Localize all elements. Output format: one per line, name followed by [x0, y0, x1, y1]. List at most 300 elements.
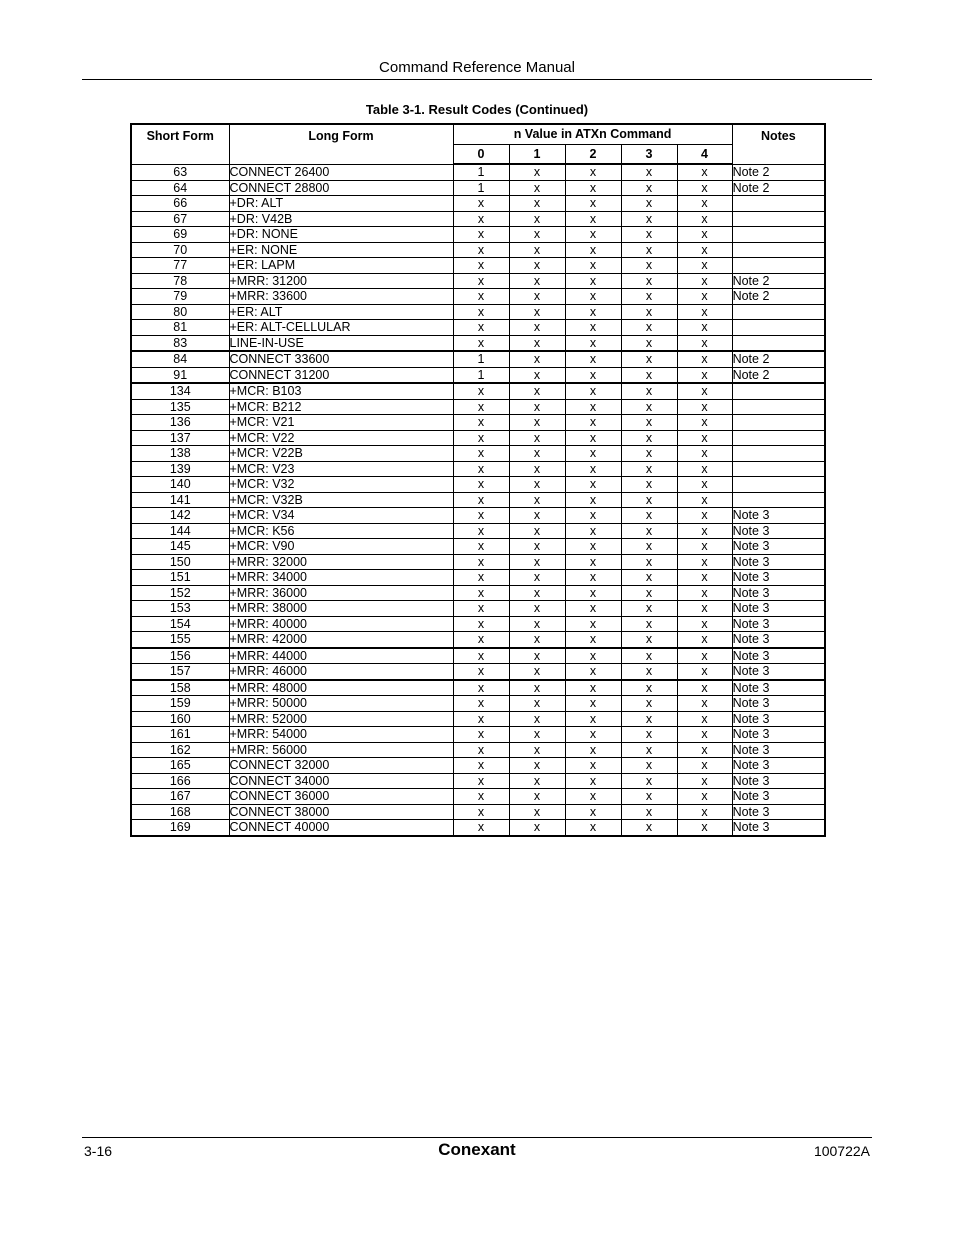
cell-n4: x — [677, 258, 732, 274]
cell-notes: Note 2 — [732, 164, 825, 180]
cell-n1: x — [509, 742, 565, 758]
cell-n1: x — [509, 680, 565, 696]
cell-n2: x — [565, 227, 621, 243]
cell-n0: x — [453, 554, 509, 570]
cell-short-form: 64 — [131, 180, 229, 196]
cell-n1: x — [509, 304, 565, 320]
table-row — [131, 415, 825, 431]
cell-n0: x — [453, 461, 509, 477]
cell-n3: x — [621, 585, 677, 601]
cell-n2: x — [565, 164, 621, 180]
cell-n3: x — [621, 320, 677, 336]
cell-n4: x — [677, 696, 732, 712]
cell-short-form: 169 — [131, 820, 229, 836]
cell-n4: x — [677, 727, 732, 743]
cell-n0: x — [453, 508, 509, 524]
cell-notes: Note 3 — [732, 664, 825, 680]
cell-short-form: 152 — [131, 585, 229, 601]
cell-n0: x — [453, 273, 509, 289]
cell-short-form: 154 — [131, 616, 229, 632]
cell-notes: Note 3 — [732, 554, 825, 570]
cell-n3: x — [621, 430, 677, 446]
cell-n2: x — [565, 258, 621, 274]
cell-n4: x — [677, 415, 732, 431]
cell-n0: x — [453, 242, 509, 258]
cell-short-form: 137 — [131, 430, 229, 446]
cell-n4: x — [677, 180, 732, 196]
table-row — [131, 399, 825, 415]
cell-short-form: 134 — [131, 383, 229, 399]
table-row — [131, 242, 825, 258]
cell-n0: x — [453, 304, 509, 320]
cell-notes: Note 3 — [732, 508, 825, 524]
cell-long-form: +ER: ALT — [229, 304, 453, 320]
cell-n0: x — [453, 601, 509, 617]
cell-n4: x — [677, 554, 732, 570]
cell-n4: x — [677, 273, 732, 289]
cell-n2: x — [565, 320, 621, 336]
cell-notes: Note 2 — [732, 367, 825, 383]
cell-long-form: +MCR: V32 — [229, 477, 453, 493]
cell-n2: x — [565, 399, 621, 415]
cell-n0: 1 — [453, 180, 509, 196]
cell-n2: x — [565, 351, 621, 367]
cell-n4: x — [677, 399, 732, 415]
table-row — [131, 554, 825, 570]
cell-n2: x — [565, 727, 621, 743]
cell-n4: x — [677, 804, 732, 820]
cell-long-form: +MCR: V22 — [229, 430, 453, 446]
cell-notes: Note 3 — [732, 696, 825, 712]
cell-n4: x — [677, 477, 732, 493]
table-row — [131, 196, 825, 212]
cell-n4: x — [677, 304, 732, 320]
cell-notes — [732, 492, 825, 508]
cell-n2: x — [565, 477, 621, 493]
cell-n3: x — [621, 304, 677, 320]
cell-n4: x — [677, 289, 732, 305]
cell-n3: x — [621, 273, 677, 289]
cell-n1: x — [509, 820, 565, 836]
cell-n2: x — [565, 632, 621, 648]
cell-long-form: +MRR: 33600 — [229, 289, 453, 305]
cell-n3: x — [621, 399, 677, 415]
cell-long-form: CONNECT 28800 — [229, 180, 453, 196]
cell-n1: x — [509, 554, 565, 570]
cell-short-form: 158 — [131, 680, 229, 696]
cell-n0: x — [453, 289, 509, 305]
table-row — [131, 180, 825, 196]
cell-notes — [732, 335, 825, 351]
cell-short-form: 138 — [131, 446, 229, 462]
cell-n4: x — [677, 585, 732, 601]
cell-n0: x — [453, 446, 509, 462]
cell-n4: x — [677, 320, 732, 336]
cell-notes: Note 3 — [732, 773, 825, 789]
cell-long-form: +MCR: K56 — [229, 523, 453, 539]
cell-n2: x — [565, 554, 621, 570]
table-row — [131, 680, 825, 696]
cell-n3: x — [621, 211, 677, 227]
cell-long-form: +MRR: 40000 — [229, 616, 453, 632]
cell-short-form: 84 — [131, 351, 229, 367]
cell-n4: x — [677, 430, 732, 446]
cell-n1: x — [509, 164, 565, 180]
cell-n3: x — [621, 539, 677, 555]
cell-notes: Note 3 — [732, 585, 825, 601]
cell-short-form: 66 — [131, 196, 229, 212]
cell-short-form: 159 — [131, 696, 229, 712]
cell-n4: x — [677, 789, 732, 805]
table-row — [131, 758, 825, 774]
table-row — [131, 304, 825, 320]
cell-n0: x — [453, 648, 509, 664]
table-row — [131, 820, 825, 836]
table-row — [131, 523, 825, 539]
cell-n3: x — [621, 804, 677, 820]
cell-short-form: 165 — [131, 758, 229, 774]
cell-n1: x — [509, 492, 565, 508]
cell-notes — [732, 415, 825, 431]
cell-short-form: 155 — [131, 632, 229, 648]
cell-notes — [732, 304, 825, 320]
cell-notes — [732, 446, 825, 462]
cell-short-form: 135 — [131, 399, 229, 415]
cell-n2: x — [565, 742, 621, 758]
table-row — [131, 585, 825, 601]
cell-n3: x — [621, 227, 677, 243]
cell-n0: x — [453, 742, 509, 758]
table-row — [131, 742, 825, 758]
cell-n0: x — [453, 258, 509, 274]
cell-short-form: 79 — [131, 289, 229, 305]
cell-notes — [732, 211, 825, 227]
cell-notes: Note 3 — [732, 742, 825, 758]
cell-short-form: 77 — [131, 258, 229, 274]
cell-notes: Note 2 — [732, 289, 825, 305]
cell-n4: x — [677, 680, 732, 696]
cell-n4: x — [677, 616, 732, 632]
cell-notes: Note 3 — [732, 789, 825, 805]
cell-notes: Note 2 — [732, 351, 825, 367]
table-row — [131, 320, 825, 336]
cell-n1: x — [509, 570, 565, 586]
cell-n4: x — [677, 383, 732, 399]
cell-long-form: +MCR: B212 — [229, 399, 453, 415]
table-row — [131, 335, 825, 351]
cell-n2: x — [565, 461, 621, 477]
cell-n1: x — [509, 383, 565, 399]
cell-notes: Note 3 — [732, 616, 825, 632]
cell-long-form: +MRR: 32000 — [229, 554, 453, 570]
cell-long-form: +MRR: 52000 — [229, 711, 453, 727]
cell-n2: x — [565, 773, 621, 789]
cell-long-form: +MCR: B103 — [229, 383, 453, 399]
cell-n0: x — [453, 227, 509, 243]
col-header-n-value: n Value in ATXn Command — [453, 124, 732, 145]
cell-short-form: 167 — [131, 789, 229, 805]
cell-n1: x — [509, 727, 565, 743]
cell-n1: x — [509, 415, 565, 431]
table-row — [131, 430, 825, 446]
table-row — [131, 648, 825, 664]
cell-notes: Note 2 — [732, 180, 825, 196]
cell-n4: x — [677, 492, 732, 508]
cell-n1: x — [509, 351, 565, 367]
cell-short-form: 153 — [131, 601, 229, 617]
cell-n4: x — [677, 570, 732, 586]
cell-n2: x — [565, 680, 621, 696]
cell-n0: x — [453, 616, 509, 632]
cell-n2: x — [565, 648, 621, 664]
cell-long-form: +MRR: 46000 — [229, 664, 453, 680]
cell-short-form: 70 — [131, 242, 229, 258]
cell-n0: x — [453, 758, 509, 774]
cell-n3: x — [621, 196, 677, 212]
col-header-n2: 2 — [565, 145, 621, 165]
cell-n4: x — [677, 523, 732, 539]
cell-short-form: 157 — [131, 664, 229, 680]
cell-long-form: +DR: V42B — [229, 211, 453, 227]
cell-short-form: 156 — [131, 648, 229, 664]
cell-long-form: +MCR: V21 — [229, 415, 453, 431]
cell-n1: x — [509, 335, 565, 351]
table-row — [131, 164, 825, 180]
cell-n4: x — [677, 758, 732, 774]
cell-n3: x — [621, 632, 677, 648]
cell-n1: x — [509, 399, 565, 415]
cell-long-form: +MRR: 48000 — [229, 680, 453, 696]
cell-long-form: CONNECT 36000 — [229, 789, 453, 805]
table-row — [131, 696, 825, 712]
table-row — [131, 616, 825, 632]
table-row — [131, 258, 825, 274]
cell-n0: x — [453, 711, 509, 727]
cell-n0: 1 — [453, 164, 509, 180]
table-row — [131, 570, 825, 586]
cell-short-form: 150 — [131, 554, 229, 570]
cell-long-form: +MCR: V32B — [229, 492, 453, 508]
cell-n4: x — [677, 632, 732, 648]
cell-n0: x — [453, 773, 509, 789]
cell-n1: x — [509, 242, 565, 258]
table-body — [131, 164, 825, 836]
cell-short-form: 69 — [131, 227, 229, 243]
cell-n3: x — [621, 680, 677, 696]
cell-n1: x — [509, 320, 565, 336]
cell-short-form: 160 — [131, 711, 229, 727]
cell-n4: x — [677, 773, 732, 789]
table-row — [131, 773, 825, 789]
cell-n3: x — [621, 742, 677, 758]
table-row — [131, 446, 825, 462]
cell-n3: x — [621, 164, 677, 180]
cell-n0: x — [453, 415, 509, 431]
table-row — [131, 351, 825, 367]
cell-n3: x — [621, 601, 677, 617]
cell-notes: Note 3 — [732, 601, 825, 617]
cell-n2: x — [565, 492, 621, 508]
cell-notes: Note 3 — [732, 758, 825, 774]
cell-n2: x — [565, 242, 621, 258]
cell-n0: 1 — [453, 351, 509, 367]
cell-notes — [732, 258, 825, 274]
cell-n4: x — [677, 227, 732, 243]
cell-n4: x — [677, 461, 732, 477]
cell-n2: x — [565, 383, 621, 399]
cell-n2: x — [565, 758, 621, 774]
cell-n0: x — [453, 632, 509, 648]
cell-n1: x — [509, 180, 565, 196]
cell-short-form: 67 — [131, 211, 229, 227]
cell-notes — [732, 430, 825, 446]
cell-n4: x — [677, 664, 732, 680]
cell-n4: x — [677, 539, 732, 555]
cell-long-form: +MCR: V22B — [229, 446, 453, 462]
cell-n4: x — [677, 211, 732, 227]
cell-n3: x — [621, 711, 677, 727]
cell-notes: Note 3 — [732, 570, 825, 586]
cell-long-form: CONNECT 26400 — [229, 164, 453, 180]
cell-n1: x — [509, 696, 565, 712]
table-row — [131, 273, 825, 289]
cell-n0: 1 — [453, 367, 509, 383]
cell-n4: x — [677, 164, 732, 180]
cell-notes — [732, 399, 825, 415]
cell-n0: x — [453, 696, 509, 712]
table-row — [131, 227, 825, 243]
cell-n4: x — [677, 351, 732, 367]
cell-n1: x — [509, 616, 565, 632]
table-row — [131, 711, 825, 727]
cell-n3: x — [621, 570, 677, 586]
footer-rule — [82, 1137, 872, 1138]
cell-n0: x — [453, 539, 509, 555]
cell-n0: x — [453, 570, 509, 586]
table-caption: Table 3-1. Result Codes (Continued) — [365, 102, 589, 117]
cell-n2: x — [565, 273, 621, 289]
cell-n3: x — [621, 446, 677, 462]
cell-n4: x — [677, 742, 732, 758]
cell-notes: Note 3 — [732, 523, 825, 539]
cell-n2: x — [565, 570, 621, 586]
cell-n3: x — [621, 180, 677, 196]
cell-n1: x — [509, 539, 565, 555]
cell-n0: x — [453, 196, 509, 212]
header-rule — [82, 79, 872, 80]
cell-n2: x — [565, 601, 621, 617]
cell-n2: x — [565, 616, 621, 632]
table-row — [131, 664, 825, 680]
cell-n0: x — [453, 523, 509, 539]
cell-n3: x — [621, 820, 677, 836]
cell-n0: x — [453, 820, 509, 836]
cell-n2: x — [565, 820, 621, 836]
cell-n3: x — [621, 492, 677, 508]
cell-n3: x — [621, 351, 677, 367]
cell-n3: x — [621, 335, 677, 351]
cell-n1: x — [509, 711, 565, 727]
cell-n3: x — [621, 289, 677, 305]
cell-n1: x — [509, 804, 565, 820]
cell-n4: x — [677, 508, 732, 524]
table-row — [131, 632, 825, 648]
table-row — [131, 289, 825, 305]
cell-long-form: +DR: ALT — [229, 196, 453, 212]
col-header-n1: 1 — [509, 145, 565, 165]
table-row — [131, 211, 825, 227]
cell-n1: x — [509, 632, 565, 648]
cell-n3: x — [621, 477, 677, 493]
table-row — [131, 367, 825, 383]
cell-notes — [732, 461, 825, 477]
cell-long-form: +MRR: 54000 — [229, 727, 453, 743]
cell-long-form: +MCR: V90 — [229, 539, 453, 555]
col-header-n0: 0 — [453, 145, 509, 165]
cell-n3: x — [621, 773, 677, 789]
cell-n3: x — [621, 383, 677, 399]
cell-long-form: +MRR: 31200 — [229, 273, 453, 289]
cell-notes — [732, 227, 825, 243]
table-row — [131, 383, 825, 399]
table-header — [131, 124, 825, 164]
cell-long-form: CONNECT 33600 — [229, 351, 453, 367]
cell-n2: x — [565, 539, 621, 555]
cell-n1: x — [509, 273, 565, 289]
cell-long-form: +ER: ALT-CELLULAR — [229, 320, 453, 336]
cell-n2: x — [565, 304, 621, 320]
cell-n2: x — [565, 696, 621, 712]
cell-notes: Note 3 — [732, 727, 825, 743]
cell-n0: x — [453, 492, 509, 508]
cell-n0: x — [453, 399, 509, 415]
cell-n2: x — [565, 523, 621, 539]
cell-n0: x — [453, 320, 509, 336]
cell-n4: x — [677, 648, 732, 664]
cell-long-form: CONNECT 32000 — [229, 758, 453, 774]
cell-n0: x — [453, 789, 509, 805]
cell-n4: x — [677, 446, 732, 462]
cell-long-form: +MRR: 50000 — [229, 696, 453, 712]
table-row — [131, 508, 825, 524]
cell-notes — [732, 242, 825, 258]
cell-n3: x — [621, 461, 677, 477]
cell-n1: x — [509, 258, 565, 274]
cell-n2: x — [565, 508, 621, 524]
cell-short-form: 168 — [131, 804, 229, 820]
col-header-notes: Notes — [732, 124, 825, 164]
cell-n1: x — [509, 367, 565, 383]
cell-n1: x — [509, 461, 565, 477]
cell-n0: x — [453, 430, 509, 446]
cell-n0: x — [453, 383, 509, 399]
cell-n2: x — [565, 585, 621, 601]
cell-n3: x — [621, 523, 677, 539]
cell-n4: x — [677, 601, 732, 617]
table-row — [131, 492, 825, 508]
cell-notes: Note 3 — [732, 648, 825, 664]
cell-n3: x — [621, 554, 677, 570]
cell-n2: x — [565, 367, 621, 383]
brand-name: Conexant — [438, 1140, 516, 1159]
cell-notes — [732, 196, 825, 212]
cell-long-form: CONNECT 38000 — [229, 804, 453, 820]
cell-n4: x — [677, 820, 732, 836]
cell-n3: x — [621, 696, 677, 712]
cell-n2: x — [565, 415, 621, 431]
cell-long-form: CONNECT 31200 — [229, 367, 453, 383]
cell-long-form: +DR: NONE — [229, 227, 453, 243]
